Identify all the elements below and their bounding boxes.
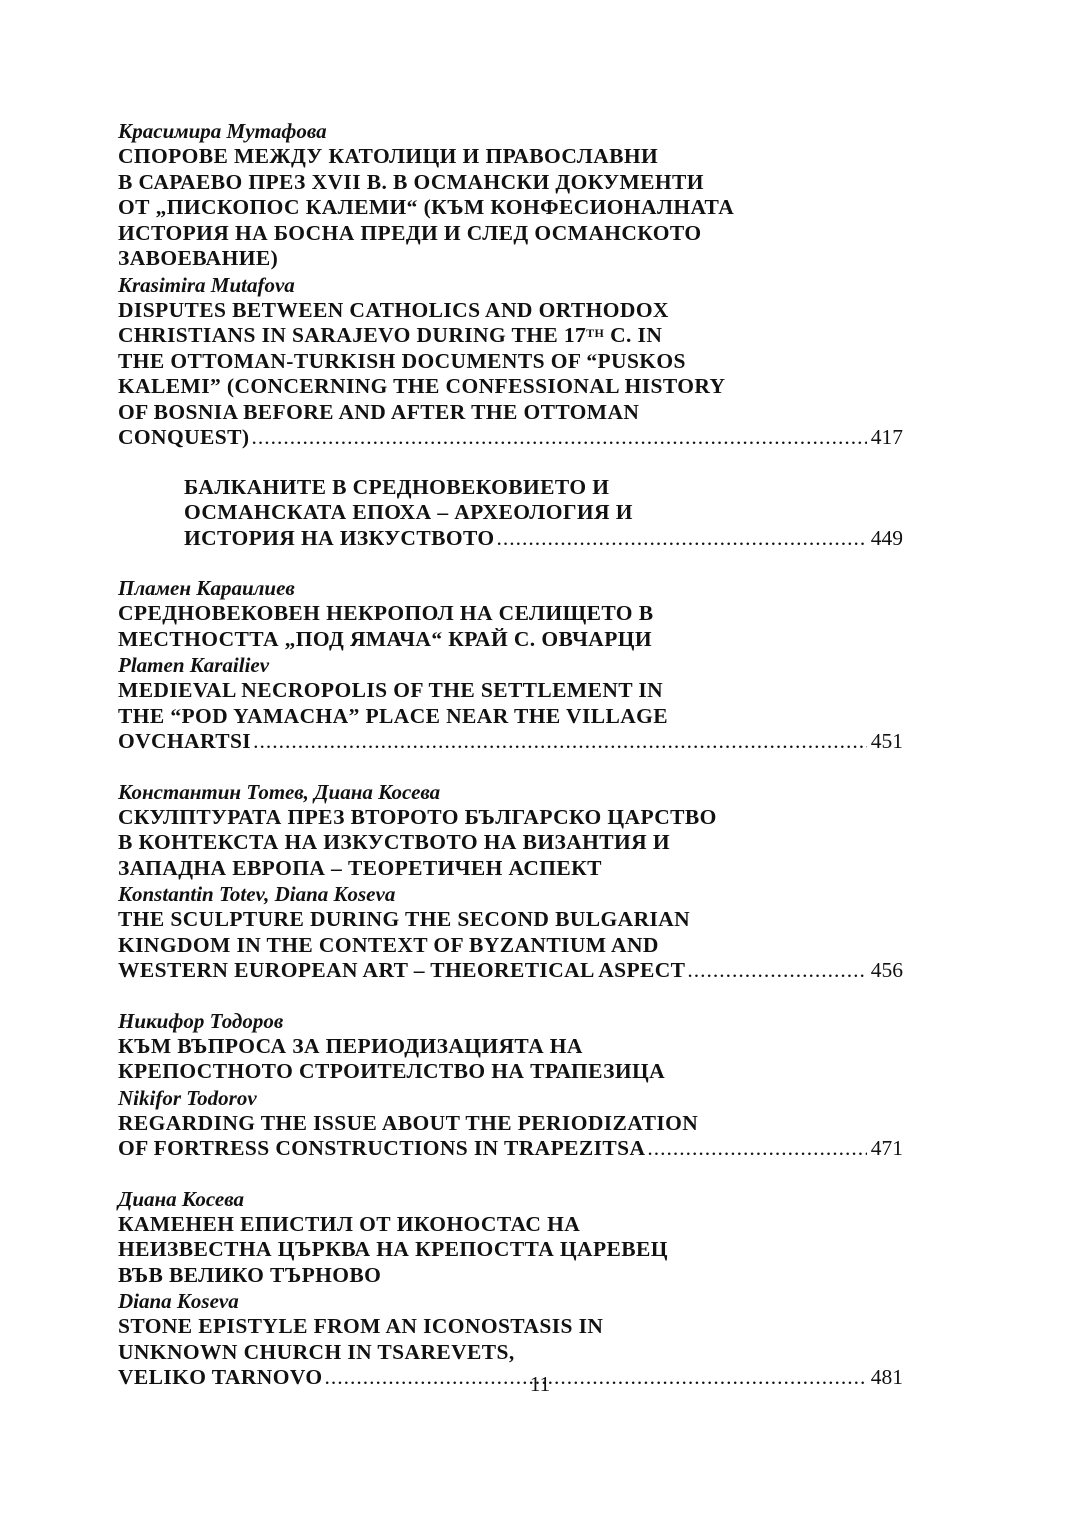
section-line: БАЛКАНИТЕ В СРЕДНОВЕКОВИЕТО И bbox=[184, 474, 610, 499]
title-line: В КОНТЕКСТА НА ИЗКУСТВОТО НА ВИЗАНТИЯ И bbox=[118, 830, 670, 854]
superscript: TH bbox=[586, 326, 605, 340]
title-line-text: OF FORTRESS CONSTRUCTIONS IN TRAPEZITSA bbox=[118, 1136, 646, 1160]
section-line: ОСМАНСКАТА ЕПОХА – АРХЕОЛОГИЯ И bbox=[184, 500, 633, 524]
title-bg bbox=[118, 1034, 903, 1085]
title-line: KALEMI” (CONCERNING THE CONFESSIONAL HISTORY bbox=[118, 374, 726, 398]
author-bg: Никифор Тодоров bbox=[118, 1008, 284, 1033]
title-line-text: OVCHARTSI bbox=[118, 729, 252, 753]
author-en: Konstantin Totev, Diana Koseva bbox=[118, 882, 396, 906]
author-bg: Константин Тотев, Диана Косева bbox=[118, 779, 441, 804]
table-of-contents bbox=[118, 118, 903, 1415]
title-line: МЕСТНОСТТА „ПОД ЯМАЧА“ КРАЙ С. ОВЧАРЦИ bbox=[118, 626, 653, 651]
title-line: ОТ „ПИСКОПОС КАЛЕМИ“ (КЪМ КОНФЕСИОНАЛНАТА bbox=[118, 195, 735, 219]
section-heading bbox=[184, 475, 903, 552]
title-line bbox=[118, 1136, 903, 1162]
title-line: DISPUTES BETWEEN CATHOLICS AND ORTHODOX bbox=[118, 297, 669, 322]
title-line bbox=[118, 729, 903, 755]
title-line: KINGDOM IN THE CONTEXT OF BYZANTIUM AND bbox=[118, 932, 659, 957]
toc-entry bbox=[118, 575, 903, 755]
author-bg: Красимира Мутафова bbox=[118, 119, 327, 143]
title-line: STONE EPISTYLE FROM AN ICONOSTASIS IN bbox=[118, 1314, 604, 1338]
section-line-text: ИСТОРИЯ НА ИЗКУСТВОТО bbox=[184, 525, 495, 550]
title-line-text: VELIKO TARNOVO bbox=[118, 1365, 323, 1389]
title-line: КЪМ ВЪПРОСА ЗА ПЕРИОДИЗАЦИЯТА НА bbox=[118, 1033, 583, 1058]
author-bg: Диана Косева bbox=[118, 1186, 244, 1211]
toc-entry bbox=[118, 1186, 903, 1391]
title-en bbox=[118, 1111, 903, 1162]
page-ref[interactable]: 451 bbox=[870, 729, 903, 753]
author-en: Diana Koseva bbox=[118, 1289, 239, 1313]
page-ref[interactable]: 481 bbox=[870, 1365, 903, 1389]
title-line: ИСТОРИЯ НА БОСНА ПРЕДИ И СЛЕД ОСМАНСКОТО bbox=[118, 220, 702, 245]
title-en bbox=[118, 298, 903, 451]
dot-leader bbox=[253, 729, 867, 755]
title-line: UNKNOWN CHURCH IN TSAREVETS, bbox=[118, 1339, 515, 1364]
title-line-text: CONQUEST) bbox=[118, 425, 250, 449]
title-line: СКУЛПТУРАТА ПРЕЗ ВТОРОТО БЪЛГАРСКО ЦАРСТВО bbox=[118, 804, 717, 829]
title-bg bbox=[118, 601, 903, 652]
section-title bbox=[184, 475, 903, 552]
toc-entry bbox=[118, 779, 903, 984]
author-en: Krasimira Mutafova bbox=[118, 272, 295, 297]
title-line: СПОРОВЕ МЕЖДУ КАТОЛИЦИ И ПРАВОСЛАВНИ bbox=[118, 144, 659, 168]
title-line: OF BOSNIA BEFORE AND AFTER THE OTTOMAN bbox=[118, 399, 640, 424]
dot-leader bbox=[497, 526, 867, 552]
title-line: СРЕДНОВЕКОВЕН НЕКРОПОЛ НА СЕЛИЩЕТО В bbox=[118, 601, 654, 625]
page-ref[interactable]: 449 bbox=[870, 525, 903, 550]
title-bg bbox=[118, 1212, 903, 1289]
dot-leader bbox=[251, 425, 866, 451]
title-line: В САРАЕВО ПРЕЗ XVII В. В ОСМАНСКИ ДОКУМЕНТИ bbox=[118, 169, 704, 194]
section-line bbox=[184, 526, 903, 552]
page-ref[interactable]: 456 bbox=[870, 958, 903, 982]
author-bg: Пламен Караилиев bbox=[118, 576, 295, 600]
title-line bbox=[118, 958, 903, 984]
title-line bbox=[118, 323, 903, 349]
title-line: ЗАВОЕВАНИЕ) bbox=[118, 246, 279, 270]
title-line: THE OTTOMAN-TURKISH DOCUMENTS OF “PUSKOS bbox=[118, 348, 686, 373]
author-en: Plamen Karailiev bbox=[118, 653, 270, 677]
title-line bbox=[118, 425, 903, 451]
dot-leader bbox=[647, 1136, 866, 1162]
title-bg bbox=[118, 805, 903, 882]
page-ref[interactable]: 417 bbox=[870, 425, 903, 449]
title-line-text: CHRISTIANS IN SARAJEVO DURING THE 17 bbox=[118, 323, 587, 347]
page-number: 11 bbox=[529, 1372, 551, 1396]
title-line: REGARDING THE ISSUE ABOUT THE PERIODIZATION bbox=[118, 1110, 699, 1135]
title-line-tail: C. IN bbox=[604, 323, 663, 347]
title-en bbox=[118, 678, 903, 755]
author-en: Nikifor Todorov bbox=[118, 1085, 257, 1110]
toc-entry bbox=[118, 118, 903, 451]
title-line-text: WESTERN EUROPEAN ART – THEORETICAL ASPECT bbox=[118, 958, 686, 982]
title-line: КАМЕНЕН ЕПИСТИЛ ОТ ИКОНОСТАС НА bbox=[118, 1211, 581, 1236]
title-line: THE “POD YAMACHA” PLACE NEAR THE VILLAGE bbox=[118, 703, 668, 728]
title-line: ВЪВ ВЕЛИКО ТЪРНОВО bbox=[118, 1262, 382, 1287]
title-en bbox=[118, 907, 903, 984]
toc-entry bbox=[118, 1008, 903, 1162]
page-ref[interactable]: 471 bbox=[870, 1136, 903, 1160]
dot-leader bbox=[687, 958, 866, 984]
title-line: MEDIEVAL NECROPOLIS OF THE SETTLEMENT IN bbox=[118, 678, 664, 702]
title-line: ЗАПАДНА ЕВРОПА – ТЕОРЕТИЧЕН АСПЕКТ bbox=[118, 855, 602, 880]
title-bg bbox=[118, 144, 903, 272]
title-line: КРЕПОСТНОТО СТРОИТЕЛСТВО НА ТРАПЕЗИЦА bbox=[118, 1059, 666, 1083]
title-line: THE SCULPTURE DURING THE SECOND BULGARIAN bbox=[118, 907, 691, 931]
title-line: НЕИЗВЕСТНА ЦЪРКВА НА КРЕПОСТТА ЦАРЕВЕЦ bbox=[118, 1237, 668, 1261]
